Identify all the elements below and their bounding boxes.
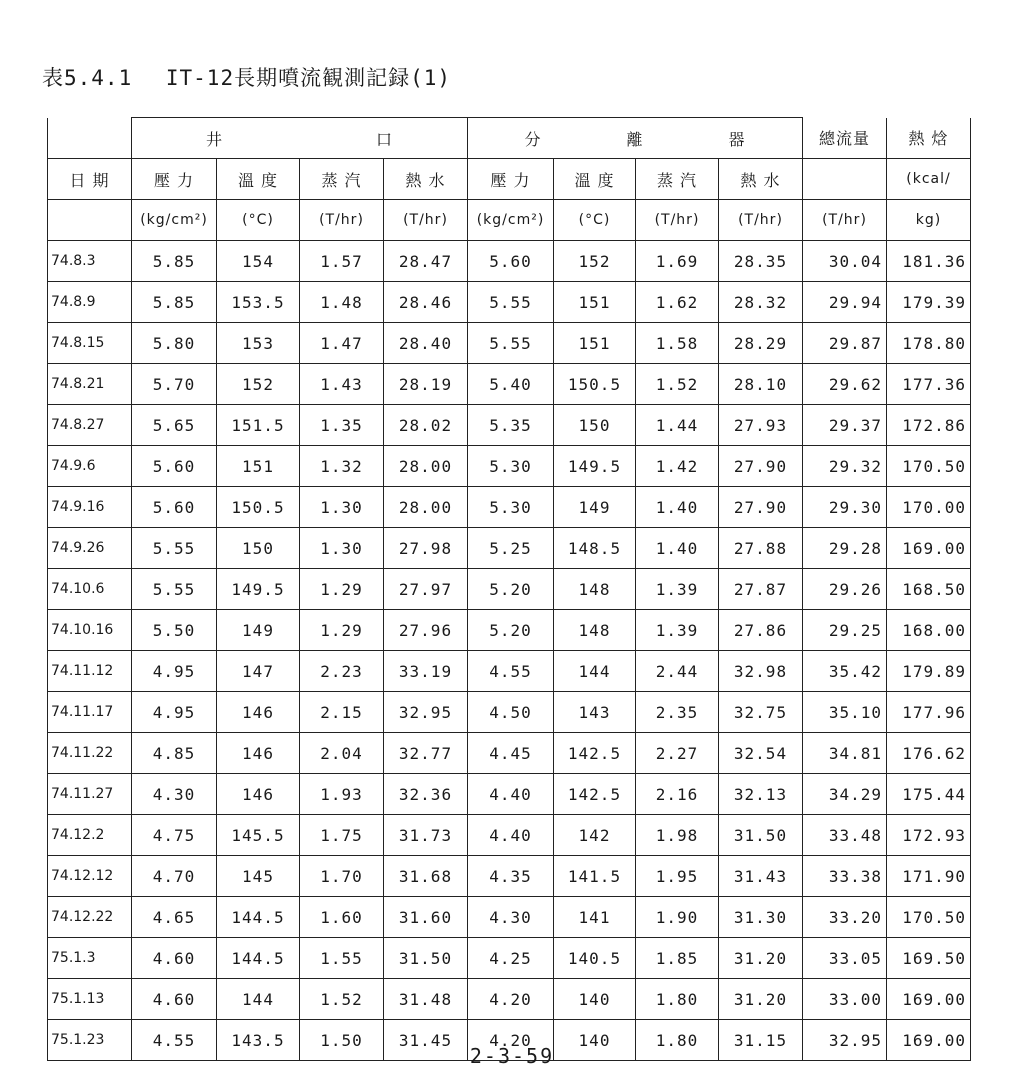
separator-temperature-cell: 148 [554, 569, 636, 610]
total-flow-blank [803, 159, 887, 200]
wellhead-hot-water-cell: 28.02 [384, 405, 468, 446]
separator-steam-cell: 1.98 [636, 815, 719, 856]
wellhead-pressure-cell: 5.85 [132, 241, 217, 282]
table-number: 表5.4.1 [42, 66, 133, 90]
table-caption [42, 62, 451, 92]
date-cell: 74.8.3 [48, 241, 132, 282]
enthalpy-cell: 169.50 [887, 938, 971, 979]
separator-steam-cell: 1.40 [636, 487, 719, 528]
enthalpy-cell: 170.00 [887, 487, 971, 528]
wellhead-temperature-cell: 151 [217, 446, 300, 487]
separator-hot-water-cell: 27.90 [719, 446, 803, 487]
wellhead-steam-cell: 2.23 [300, 651, 384, 692]
wellhead-pressure-cell: 5.70 [132, 364, 217, 405]
total-flow-cell: 35.10 [803, 692, 887, 733]
enthalpy-cell: 172.86 [887, 405, 971, 446]
separator-temperature-cell: 142.5 [554, 733, 636, 774]
wellhead-temperature-cell: 145 [217, 856, 300, 897]
separator-hot-water-cell: 32.98 [719, 651, 803, 692]
header-row-groups [48, 118, 971, 159]
separator-temperature-cell: 149 [554, 487, 636, 528]
separator-steam-cell: 1.90 [636, 897, 719, 938]
wellhead-pressure-cell: 4.95 [132, 651, 217, 692]
separator-temperature-cell: 151 [554, 282, 636, 323]
separator-pressure-cell: 4.20 [468, 979, 554, 1020]
separator-temperature-cell: 148 [554, 610, 636, 651]
wellhead-hot-water-cell: 28.00 [384, 446, 468, 487]
separator-temperature-header: 溫 度 [554, 159, 636, 200]
total-flow-cell: 29.25 [803, 610, 887, 651]
separator-steam-unit: (T/hr) [636, 200, 719, 241]
separator-steam-cell: 1.95 [636, 856, 719, 897]
wellhead-steam-cell: 2.04 [300, 733, 384, 774]
wellhead-steam-cell: 1.30 [300, 528, 384, 569]
enthalpy-cell: 177.36 [887, 364, 971, 405]
separator-hot-water-cell: 31.30 [719, 897, 803, 938]
enthalpy-cell: 178.80 [887, 323, 971, 364]
wellhead-temperature-unit: (°C) [217, 200, 300, 241]
date-cell: 74.9.26 [48, 528, 132, 569]
separator-hot-water-cell: 27.90 [719, 487, 803, 528]
separator-pressure-cell: 4.45 [468, 733, 554, 774]
separator-pressure-cell: 4.55 [468, 651, 554, 692]
separator-pressure-cell: 4.40 [468, 815, 554, 856]
enthalpy-cell: 175.44 [887, 774, 971, 815]
separator-hot-water-cell: 28.32 [719, 282, 803, 323]
wellhead-hot-water-cell: 27.97 [384, 569, 468, 610]
wellhead-hot-water-cell: 28.19 [384, 364, 468, 405]
enthalpy-cell: 170.50 [887, 446, 971, 487]
wellhead-temperature-cell: 149.5 [217, 569, 300, 610]
wellhead-hot-water-unit: (T/hr) [384, 200, 468, 241]
separator-hot-water-cell: 32.13 [719, 774, 803, 815]
separator-steam-cell: 1.58 [636, 323, 719, 364]
date-cell: 74.8.9 [48, 282, 132, 323]
wellhead-temperature-cell: 144.5 [217, 938, 300, 979]
wellhead-pressure-cell: 4.30 [132, 774, 217, 815]
separator-steam-header: 蒸 汽 [636, 159, 719, 200]
separator-hot-water-cell: 32.75 [719, 692, 803, 733]
separator-steam-cell: 1.39 [636, 610, 719, 651]
wellhead-hot-water-cell: 31.48 [384, 979, 468, 1020]
wellhead-hot-water-cell: 32.95 [384, 692, 468, 733]
wellhead-pressure-cell: 5.55 [132, 528, 217, 569]
date-cell: 74.8.27 [48, 405, 132, 446]
wellhead-steam-cell: 1.30 [300, 487, 384, 528]
separator-hot-water-cell: 27.86 [719, 610, 803, 651]
separator-pressure-cell: 5.30 [468, 446, 554, 487]
date-cell: 74.10.6 [48, 569, 132, 610]
wellhead-steam-cell: 1.32 [300, 446, 384, 487]
wellhead-pressure-unit: (kg/cm²) [132, 200, 217, 241]
wellhead-steam-cell: 1.29 [300, 569, 384, 610]
enthalpy-cell: 179.39 [887, 282, 971, 323]
separator-temperature-cell: 141 [554, 897, 636, 938]
separator-hot-water-cell: 27.88 [719, 528, 803, 569]
wellhead-hot-water-cell: 33.19 [384, 651, 468, 692]
enthalpy-cell: 169.00 [887, 1020, 971, 1061]
separator-header: 分 離 器 [468, 118, 803, 159]
wellhead-temperature-cell: 147 [217, 651, 300, 692]
table-row [48, 610, 971, 651]
wellhead-hot-water-cell: 31.73 [384, 815, 468, 856]
separator-temperature-cell: 148.5 [554, 528, 636, 569]
wellhead-temperature-cell: 143.5 [217, 1020, 300, 1061]
wellhead-temperature-cell: 150.5 [217, 487, 300, 528]
wellhead-hot-water-cell: 32.36 [384, 774, 468, 815]
separator-pressure-cell: 5.60 [468, 241, 554, 282]
enthalpy-cell: 176.62 [887, 733, 971, 774]
separator-pressure-cell: 5.55 [468, 282, 554, 323]
separator-steam-cell: 2.16 [636, 774, 719, 815]
separator-pressure-cell: 4.20 [468, 1020, 554, 1061]
separator-steam-cell: 1.52 [636, 364, 719, 405]
separator-temperature-cell: 149.5 [554, 446, 636, 487]
separator-pressure-cell: 4.30 [468, 897, 554, 938]
separator-temperature-cell: 140 [554, 979, 636, 1020]
total-flow-cell: 35.42 [803, 651, 887, 692]
separator-temperature-cell: 140.5 [554, 938, 636, 979]
table-row [48, 487, 971, 528]
wellhead-steam-cell: 2.15 [300, 692, 384, 733]
wellhead-pressure-cell: 4.60 [132, 938, 217, 979]
wellhead-pressure-cell: 5.85 [132, 282, 217, 323]
wellhead-steam-cell: 1.35 [300, 405, 384, 446]
wellhead-hot-water-cell: 31.68 [384, 856, 468, 897]
date-cell: 74.11.17 [48, 692, 132, 733]
separator-temperature-unit: (°C) [554, 200, 636, 241]
table-row [48, 569, 971, 610]
separator-temperature-cell: 144 [554, 651, 636, 692]
table-row [48, 241, 971, 282]
page-number: 2-3-59 [469, 1044, 555, 1068]
separator-pressure-header: 壓 力 [468, 159, 554, 200]
separator-pressure-cell: 5.35 [468, 405, 554, 446]
table-row [48, 897, 971, 938]
table-row [48, 692, 971, 733]
wellhead-pressure-cell: 5.50 [132, 610, 217, 651]
enthalpy-cell: 181.36 [887, 241, 971, 282]
wellhead-steam-cell: 1.52 [300, 979, 384, 1020]
total-flow-cell: 33.05 [803, 938, 887, 979]
separator-temperature-cell: 150 [554, 405, 636, 446]
wellhead-steam-cell: 1.60 [300, 897, 384, 938]
separator-hot-water-cell: 28.35 [719, 241, 803, 282]
date-cell: 74.9.16 [48, 487, 132, 528]
separator-pressure-unit: (kg/cm²) [468, 200, 554, 241]
separator-hot-water-cell: 28.10 [719, 364, 803, 405]
wellhead-steam-header: 蒸 汽 [300, 159, 384, 200]
date-cell: 75.1.23 [48, 1020, 132, 1061]
separator-pressure-cell: 5.25 [468, 528, 554, 569]
table-row [48, 323, 971, 364]
wellhead-pressure-cell: 4.70 [132, 856, 217, 897]
total-flow-cell: 29.62 [803, 364, 887, 405]
wellhead-temperature-cell: 145.5 [217, 815, 300, 856]
wellhead-steam-unit: (T/hr) [300, 200, 384, 241]
wellhead-pressure-header: 壓 力 [132, 159, 217, 200]
separator-pressure-cell: 4.25 [468, 938, 554, 979]
wellhead-pressure-cell: 5.60 [132, 487, 217, 528]
wellhead-steam-cell: 1.55 [300, 938, 384, 979]
observation-table [47, 117, 971, 1061]
wellhead-hot-water-cell: 27.96 [384, 610, 468, 651]
total-flow-cell: 29.26 [803, 569, 887, 610]
separator-pressure-cell: 5.55 [468, 323, 554, 364]
separator-pressure-cell: 5.20 [468, 569, 554, 610]
total-flow-cell: 29.32 [803, 446, 887, 487]
wellhead-temperature-cell: 153.5 [217, 282, 300, 323]
total-flow-cell: 29.94 [803, 282, 887, 323]
table-row [48, 733, 971, 774]
table-row [48, 979, 971, 1020]
total-flow-cell: 29.28 [803, 528, 887, 569]
wellhead-pressure-cell: 5.80 [132, 323, 217, 364]
separator-temperature-cell: 141.5 [554, 856, 636, 897]
wellhead-hot-water-cell: 27.98 [384, 528, 468, 569]
wellhead-steam-cell: 1.57 [300, 241, 384, 282]
separator-temperature-cell: 143 [554, 692, 636, 733]
separator-pressure-cell: 4.40 [468, 774, 554, 815]
wellhead-temperature-cell: 150 [217, 528, 300, 569]
wellhead-temperature-cell: 153 [217, 323, 300, 364]
wellhead-header: 井 口 [132, 118, 468, 159]
enthalpy-cell: 179.89 [887, 651, 971, 692]
total-flow-cell: 30.04 [803, 241, 887, 282]
separator-steam-cell: 1.40 [636, 528, 719, 569]
separator-steam-cell: 1.69 [636, 241, 719, 282]
separator-hot-water-cell: 31.15 [719, 1020, 803, 1061]
separator-hot-water-cell: 27.93 [719, 405, 803, 446]
separator-temperature-cell: 142.5 [554, 774, 636, 815]
wellhead-temperature-cell: 144.5 [217, 897, 300, 938]
separator-steam-cell: 2.27 [636, 733, 719, 774]
date-cell: 74.12.22 [48, 897, 132, 938]
wellhead-hot-water-cell: 28.40 [384, 323, 468, 364]
wellhead-temperature-cell: 146 [217, 733, 300, 774]
table-row [48, 815, 971, 856]
date-header-bottom [48, 200, 132, 241]
separator-hot-water-cell: 31.43 [719, 856, 803, 897]
wellhead-steam-cell: 1.48 [300, 282, 384, 323]
separator-steam-cell: 1.85 [636, 938, 719, 979]
date-cell: 74.12.2 [48, 815, 132, 856]
wellhead-temperature-cell: 146 [217, 774, 300, 815]
wellhead-temperature-header: 溫 度 [217, 159, 300, 200]
table-row [48, 282, 971, 323]
separator-temperature-cell: 140 [554, 1020, 636, 1061]
enthalpy-cell: 171.90 [887, 856, 971, 897]
header-row-units [48, 200, 971, 241]
total-flow-unit: (T/hr) [803, 200, 887, 241]
wellhead-hot-water-cell: 28.46 [384, 282, 468, 323]
wellhead-pressure-cell: 4.60 [132, 979, 217, 1020]
table-row [48, 364, 971, 405]
separator-temperature-cell: 152 [554, 241, 636, 282]
wellhead-temperature-cell: 149 [217, 610, 300, 651]
wellhead-steam-cell: 1.47 [300, 323, 384, 364]
total-flow-cell: 33.48 [803, 815, 887, 856]
separator-steam-cell: 1.80 [636, 1020, 719, 1061]
table-title: IT-12長期噴流観測記録(1) [165, 66, 452, 90]
separator-steam-cell: 2.35 [636, 692, 719, 733]
total-flow-cell: 29.30 [803, 487, 887, 528]
wellhead-steam-cell: 1.29 [300, 610, 384, 651]
date-cell: 74.12.12 [48, 856, 132, 897]
table-row [48, 774, 971, 815]
wellhead-hot-water-cell: 31.50 [384, 938, 468, 979]
total-flow-cell: 33.38 [803, 856, 887, 897]
total-flow-cell: 33.00 [803, 979, 887, 1020]
enthalpy-cell: 170.50 [887, 897, 971, 938]
separator-pressure-cell: 4.35 [468, 856, 554, 897]
separator-hot-water-cell: 31.50 [719, 815, 803, 856]
enthalpy-cell: 177.96 [887, 692, 971, 733]
wellhead-pressure-cell: 4.65 [132, 897, 217, 938]
wellhead-steam-cell: 1.43 [300, 364, 384, 405]
wellhead-pressure-cell: 4.55 [132, 1020, 217, 1061]
separator-temperature-cell: 150.5 [554, 364, 636, 405]
separator-pressure-cell: 4.50 [468, 692, 554, 733]
enthalpy-cell: 169.00 [887, 979, 971, 1020]
wellhead-hot-water-cell: 32.77 [384, 733, 468, 774]
enthalpy-cell: 168.50 [887, 569, 971, 610]
wellhead-temperature-cell: 146 [217, 692, 300, 733]
date-cell: 75.1.13 [48, 979, 132, 1020]
wellhead-hot-water-cell: 31.60 [384, 897, 468, 938]
wellhead-temperature-cell: 144 [217, 979, 300, 1020]
date-cell: 74.8.15 [48, 323, 132, 364]
wellhead-steam-cell: 1.75 [300, 815, 384, 856]
table-row [48, 446, 971, 487]
wellhead-steam-cell: 1.93 [300, 774, 384, 815]
wellhead-hot-water-cell: 28.00 [384, 487, 468, 528]
separator-hot-water-cell: 31.20 [719, 938, 803, 979]
total-flow-header: 總流量 [803, 118, 887, 159]
separator-hot-water-unit: (T/hr) [719, 200, 803, 241]
separator-hot-water-cell: 27.87 [719, 569, 803, 610]
separator-hot-water-header: 熱 水 [719, 159, 803, 200]
wellhead-pressure-cell: 4.75 [132, 815, 217, 856]
separator-pressure-cell: 5.40 [468, 364, 554, 405]
wellhead-temperature-cell: 154 [217, 241, 300, 282]
separator-hot-water-cell: 28.29 [719, 323, 803, 364]
separator-pressure-cell: 5.30 [468, 487, 554, 528]
table-row [48, 856, 971, 897]
total-flow-cell: 29.87 [803, 323, 887, 364]
total-flow-cell: 34.29 [803, 774, 887, 815]
wellhead-steam-cell: 1.50 [300, 1020, 384, 1061]
header-row-quantities [48, 159, 971, 200]
separator-steam-cell: 1.80 [636, 979, 719, 1020]
wellhead-pressure-cell: 5.55 [132, 569, 217, 610]
wellhead-temperature-cell: 152 [217, 364, 300, 405]
separator-hot-water-cell: 31.20 [719, 979, 803, 1020]
date-cell: 74.11.22 [48, 733, 132, 774]
wellhead-pressure-cell: 5.60 [132, 446, 217, 487]
total-flow-cell: 29.37 [803, 405, 887, 446]
separator-temperature-cell: 142 [554, 815, 636, 856]
date-header: 日 期 [48, 159, 132, 200]
enthalpy-cell: 168.00 [887, 610, 971, 651]
separator-temperature-cell: 151 [554, 323, 636, 364]
enthalpy-cell: 172.93 [887, 815, 971, 856]
separator-steam-cell: 1.42 [636, 446, 719, 487]
enthalpy-unit-bottom: kg) [887, 200, 971, 241]
date-cell: 74.11.27 [48, 774, 132, 815]
separator-steam-cell: 1.39 [636, 569, 719, 610]
total-flow-cell: 34.81 [803, 733, 887, 774]
wellhead-pressure-cell: 4.95 [132, 692, 217, 733]
table-row [48, 651, 971, 692]
date-cell: 74.10.16 [48, 610, 132, 651]
separator-steam-cell: 1.44 [636, 405, 719, 446]
wellhead-steam-cell: 1.70 [300, 856, 384, 897]
wellhead-hot-water-header: 熱 水 [384, 159, 468, 200]
total-flow-cell: 33.20 [803, 897, 887, 938]
wellhead-temperature-cell: 151.5 [217, 405, 300, 446]
total-flow-cell: 32.95 [803, 1020, 887, 1061]
date-cell: 74.9.6 [48, 446, 132, 487]
separator-steam-cell: 2.44 [636, 651, 719, 692]
wellhead-pressure-cell: 4.85 [132, 733, 217, 774]
separator-hot-water-cell: 32.54 [719, 733, 803, 774]
table-row [48, 405, 971, 446]
enthalpy-unit-top: (kcal/ [887, 159, 971, 200]
date-cell: 75.1.3 [48, 938, 132, 979]
separator-steam-cell: 1.62 [636, 282, 719, 323]
date-header-top [48, 118, 132, 159]
table-row [48, 528, 971, 569]
table-row [48, 938, 971, 979]
date-cell: 74.11.12 [48, 651, 132, 692]
separator-pressure-cell: 5.20 [468, 610, 554, 651]
wellhead-pressure-cell: 5.65 [132, 405, 217, 446]
enthalpy-header: 熱 焓 [887, 118, 971, 159]
enthalpy-cell: 169.00 [887, 528, 971, 569]
date-cell: 74.8.21 [48, 364, 132, 405]
wellhead-hot-water-cell: 28.47 [384, 241, 468, 282]
wellhead-hot-water-cell: 31.45 [384, 1020, 468, 1061]
